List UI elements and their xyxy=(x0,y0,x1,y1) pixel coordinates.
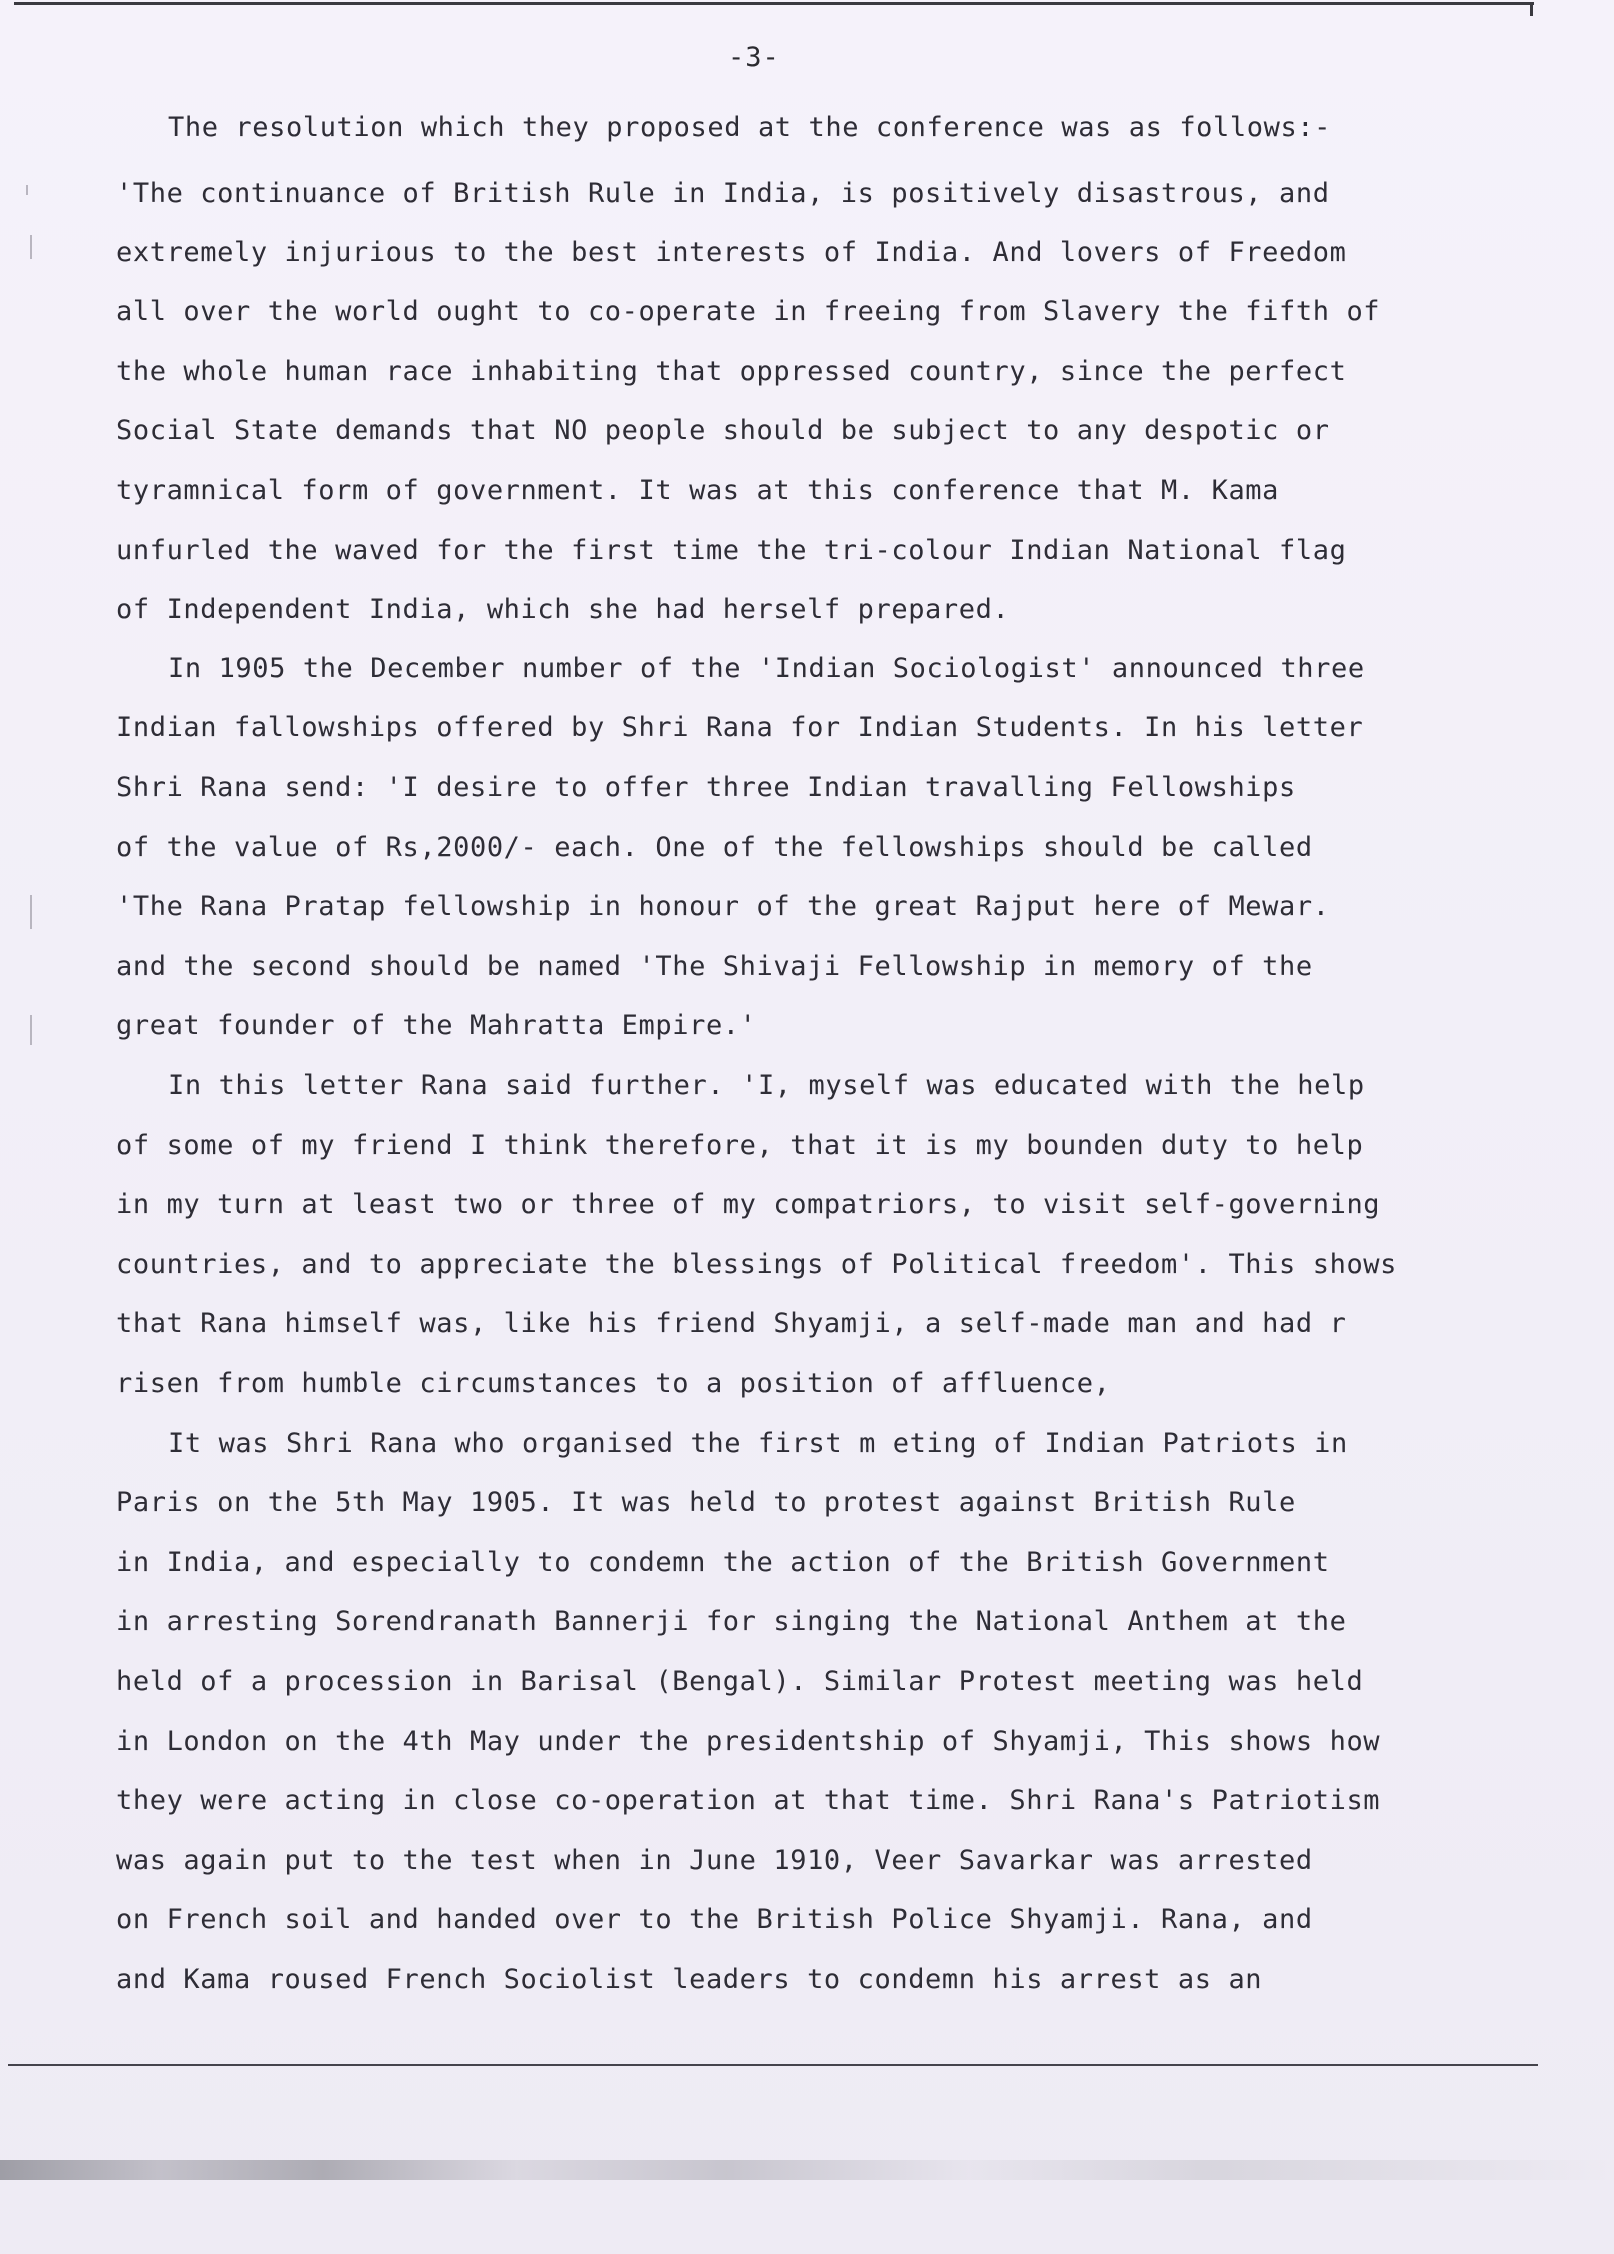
body-line: extremely injurious to the best interests of India. And lovers of Freedom xyxy=(116,237,1347,268)
scan-artifact-strip xyxy=(0,2160,1614,2180)
body-line: in India, and especially to condemn the action of the British Government xyxy=(116,1547,1330,1578)
body-line: of some of my friend I think therefore, that it is my bounden duty to help xyxy=(116,1130,1364,1161)
body-line: the whole human race inhabiting that oppressed country, since the perfect xyxy=(116,356,1347,387)
left-margin-mark xyxy=(26,185,28,195)
body-line: Social State demands that NO people should be subject to any despotic or xyxy=(116,415,1330,446)
body-line: all over the world ought to co-operate in freeing from Slavery the fifth of xyxy=(116,296,1381,327)
body-line: Shri Rana send: 'I desire to offer three Indian travalling Fellowships xyxy=(116,772,1296,803)
body-line: that Rana himself was, like his friend Shyamji, a self-made man and had r xyxy=(116,1308,1347,1339)
left-margin-mark xyxy=(30,235,32,259)
body-line: 'The continuance of British Rule in India, is positively disastrous, and xyxy=(116,178,1330,209)
body-line: on French soil and handed over to the British Police Shyamji. Rana, and xyxy=(116,1904,1313,1935)
body-line: In this letter Rana said further. 'I, myself was educated with the help xyxy=(168,1070,1365,1101)
body-line: Paris on the 5th May 1905. It was held to protest against British Rule xyxy=(116,1487,1296,1518)
body-line: and the second should be named 'The Shivaji Fellowship in memory of the xyxy=(116,951,1313,982)
body-line: of Independent India, which she had herself prepared. xyxy=(116,594,1010,625)
body-line: great founder of the Mahratta Empire.' xyxy=(116,1010,757,1041)
body-line: in my turn at least two or three of my compatriors, to visit self-governing xyxy=(116,1189,1381,1220)
body-line: in London on the 4th May under the presidentship of Shyamji, This shows how xyxy=(116,1726,1381,1757)
body-line: held of a procession in Barisal (Bengal). Similar Protest meeting was held xyxy=(116,1666,1364,1697)
body-line: of the value of Rs,2000/- each. One of the fellowships should be called xyxy=(116,832,1313,863)
top-border-line xyxy=(14,2,1534,5)
body-line: in arresting Sorendranath Bannerji for singing the National Anthem at the xyxy=(116,1606,1347,1637)
body-line: countries, and to appreciate the blessings of Political freedom'. This shows xyxy=(116,1249,1398,1280)
body-line: risen from humble circumstances to a position of affluence, xyxy=(116,1368,1111,1399)
body-line: It was Shri Rana who organised the first m eting of Indian Patriots in xyxy=(168,1428,1348,1459)
body-line: unfurled the waved for the first time the tri-colour Indian National flag xyxy=(116,535,1347,566)
body-line: The resolution which they proposed at the conference was as follows:- xyxy=(168,112,1332,143)
left-margin-mark xyxy=(30,895,32,929)
page-number: -3- xyxy=(728,42,780,73)
left-margin-mark xyxy=(30,1015,32,1045)
top-border-corner xyxy=(1530,2,1533,16)
body-line: was again put to the test when in June 1910, Veer Savarkar was arrested xyxy=(116,1845,1313,1876)
bottom-border-line xyxy=(8,2064,1538,2066)
body-line: tyramnical form of government. It was at this conference that M. Kama xyxy=(116,475,1280,506)
body-line: In 1905 the December number of the 'Indian Sociologist' announced three xyxy=(168,653,1365,684)
body-line: and Kama roused French Sociolist leaders to condemn his arrest as an xyxy=(116,1964,1263,1995)
body-line: 'The Rana Pratap fellowship in honour of the great Rajput here of Mewar. xyxy=(116,891,1330,922)
body-line: Indian fallowships offered by Shri Rana for Indian Students. In his letter xyxy=(116,712,1364,743)
body-line: they were acting in close co-operation at that time. Shri Rana's Patriotism xyxy=(116,1785,1381,1816)
